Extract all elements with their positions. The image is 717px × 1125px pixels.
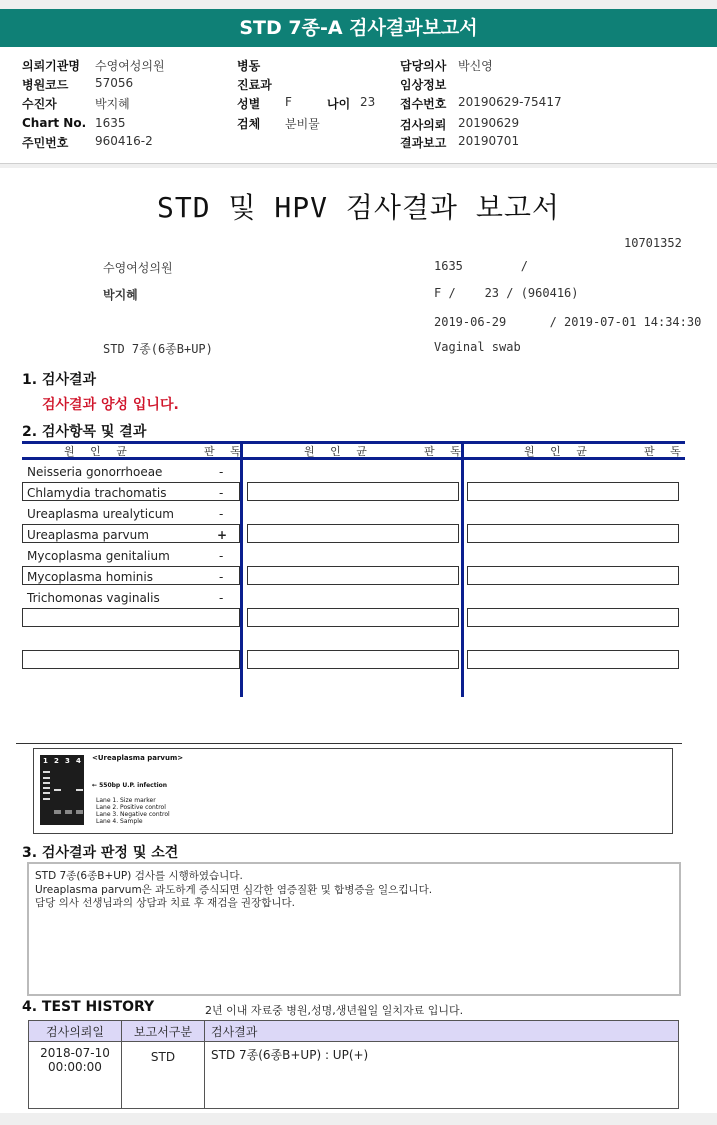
- positive-band: [54, 789, 61, 791]
- organism-result: -: [219, 486, 224, 500]
- label-specimen: 검체: [237, 117, 261, 131]
- gel-title: <Ureaplasma parvum>: [92, 754, 184, 762]
- section-divider: [16, 743, 682, 744]
- empty-row-box: [467, 650, 679, 669]
- col-header-result-3: 판 독: [644, 445, 687, 458]
- marker-band: [43, 771, 50, 773]
- history-header-row: [29, 1021, 679, 1042]
- organism-result-positive: +: [217, 528, 228, 542]
- label-chart-no: Chart No.: [22, 116, 87, 130]
- value-request-date: 20190629: [458, 116, 520, 130]
- value-receipt-no: 20190629-75417: [458, 95, 562, 109]
- primer-band: [76, 810, 83, 814]
- marker-band: [43, 787, 50, 789]
- history-date: 2018-07-10: [40, 1046, 110, 1060]
- value-specimen: 분비물: [285, 117, 320, 131]
- history-date-cell: [29, 1042, 122, 1109]
- report-specimen: Vaginal swab: [434, 340, 521, 354]
- report-clinic: 수영여성의원: [103, 261, 173, 275]
- table-row: [29, 1042, 679, 1109]
- results-divider-1: [240, 441, 243, 697]
- gel-electrophoresis-figure: [33, 748, 673, 834]
- history-header-result: 검사결과: [205, 1021, 679, 1042]
- opinion-line: STD 7종(6종B+UP) 검사를 시행하였습니다.: [35, 870, 243, 882]
- organism-name: Trichomonas vaginalis: [27, 591, 160, 605]
- col-header-organism-2: 원 인 균: [304, 445, 373, 458]
- history-type: STD: [122, 1042, 205, 1109]
- gel-band-label: ← 550bp U.P. infection: [92, 782, 168, 789]
- value-doctor: 박신영: [458, 59, 493, 73]
- label-department: 진료과: [237, 78, 272, 92]
- empty-row-box: [467, 482, 679, 501]
- lane-number: 4: [76, 757, 81, 765]
- col-header-result-1: 판 독: [204, 445, 247, 458]
- report-title-bar: STD 7종-A 검사결과보고서: [0, 9, 717, 47]
- value-hospital-code: 57056: [95, 76, 134, 90]
- report-patient: 박지혜: [103, 288, 138, 302]
- section1-title: 1. 검사결과: [22, 372, 97, 388]
- organism-name: Mycoplasma hominis: [27, 570, 153, 584]
- report-sex-age: F / 23 / (960416): [434, 286, 579, 300]
- organism-result: -: [219, 465, 224, 479]
- empty-row-box: [467, 608, 679, 627]
- report-id: 10701352: [624, 236, 682, 250]
- history-result: STD 7종(6종B+UP) : UP(+): [205, 1042, 679, 1109]
- result-row-box: [22, 608, 240, 627]
- test-history-table: [28, 1020, 679, 1109]
- primer-band: [65, 810, 72, 814]
- marker-band: [43, 782, 50, 784]
- patient-info-panel: [0, 47, 717, 164]
- empty-row-box: [467, 524, 679, 543]
- section3-title: 3. 검사결과 판정 및 소견: [22, 845, 179, 861]
- col-header-result-2: 판 독: [424, 445, 467, 458]
- report-chart: 1635 /: [434, 259, 528, 273]
- opinion-box: [27, 862, 681, 996]
- label-clinical-info: 임상정보: [400, 78, 447, 92]
- opinion-line: Ureaplasma parvum은 과도하게 증식되면 심각한 염증질환 및 합병증을 일으킵니다.: [35, 883, 433, 896]
- history-header-type: 보고서구분: [122, 1021, 205, 1042]
- marker-band: [43, 777, 50, 779]
- lane-number: 3: [65, 757, 70, 765]
- gel-legend-item: Lane 1. Size marker: [96, 797, 156, 804]
- result-row-box: [22, 650, 240, 669]
- empty-row-box: [247, 524, 459, 543]
- opinion-line: 담당 의사 선생님과의 상담과 치료 후 재검을 권장합니다.: [35, 897, 295, 909]
- empty-row-box: [247, 608, 459, 627]
- label-ward: 병동: [237, 59, 261, 73]
- sample-band: [76, 789, 83, 791]
- label-patient: 수진자: [22, 97, 57, 111]
- gel-image: [40, 755, 84, 825]
- report-dates: 2019-06-29 / 2019-07-01 14:34:30: [434, 315, 702, 329]
- label-resident-no: 주민번호: [22, 136, 69, 150]
- label-doctor: 담당의사: [400, 59, 447, 73]
- history-header-date: 검사의뢰일: [29, 1021, 122, 1042]
- organism-name: Ureaplasma urealyticum: [27, 507, 174, 521]
- label-age: 나이: [327, 97, 351, 111]
- organism-name: Mycoplasma genitalium: [27, 549, 170, 563]
- report-paper: [0, 168, 717, 1113]
- label-hospital: 의뢰기관명: [22, 59, 80, 73]
- label-receipt-no: 접수번호: [400, 97, 447, 111]
- label-report-date: 결과보고: [400, 136, 447, 150]
- organism-result: -: [219, 591, 224, 605]
- history-time: 00:00:00: [48, 1060, 102, 1074]
- empty-row-box: [467, 566, 679, 585]
- organism-name: Chlamydia trachomatis: [27, 486, 167, 500]
- label-sex: 성별: [237, 97, 261, 111]
- value-patient: 박지혜: [95, 97, 130, 111]
- lane-number: 2: [54, 757, 59, 765]
- marker-band: [43, 798, 50, 800]
- section2-title: 2. 검사항목 및 결과: [22, 424, 147, 440]
- value-report-date: 20190701: [458, 134, 520, 148]
- organism-result: -: [219, 570, 224, 584]
- empty-row-box: [247, 566, 459, 585]
- report-test-name: STD 7종(6종B+UP): [103, 342, 213, 356]
- col-header-organism-1: 원 인 균: [64, 445, 133, 458]
- empty-row-box: [247, 650, 459, 669]
- label-hospital-code: 병원코드: [22, 78, 69, 92]
- organism-result: -: [219, 549, 224, 563]
- gel-legend-item: Lane 4. Sample: [96, 818, 143, 825]
- value-chart-no: 1635: [95, 116, 126, 130]
- lane-number: 1: [43, 757, 48, 765]
- empty-row-box: [247, 482, 459, 501]
- marker-band: [43, 792, 50, 794]
- value-age: 23: [360, 95, 376, 109]
- gel-legend-item: Lane 2. Positive control: [96, 804, 166, 811]
- gel-legend-item: Lane 3. Negative control: [96, 811, 170, 818]
- report-heading: STD 및 HPV 검사결과 보고서: [157, 191, 560, 224]
- results-divider-2: [461, 441, 464, 697]
- organism-name: Neisseria gonorrhoeae: [27, 465, 163, 479]
- value-hospital: 수영여성의원: [95, 59, 165, 73]
- organism-name-positive: Ureaplasma parvum: [27, 528, 149, 542]
- label-request-date: 검사의뢰: [400, 118, 447, 132]
- history-note: 2년 이내 자료중 병원,성명,생년월일 일치자료 입니다.: [205, 1004, 464, 1017]
- overall-result: 검사결과 양성 입니다.: [42, 397, 179, 413]
- value-resident-no: 960416-2: [95, 134, 153, 148]
- col-header-organism-3: 원 인 균: [524, 445, 593, 458]
- organism-result: -: [219, 507, 224, 521]
- primer-band: [54, 810, 61, 814]
- value-sex: F: [285, 95, 292, 109]
- section4-title: 4. TEST HISTORY: [22, 999, 155, 1015]
